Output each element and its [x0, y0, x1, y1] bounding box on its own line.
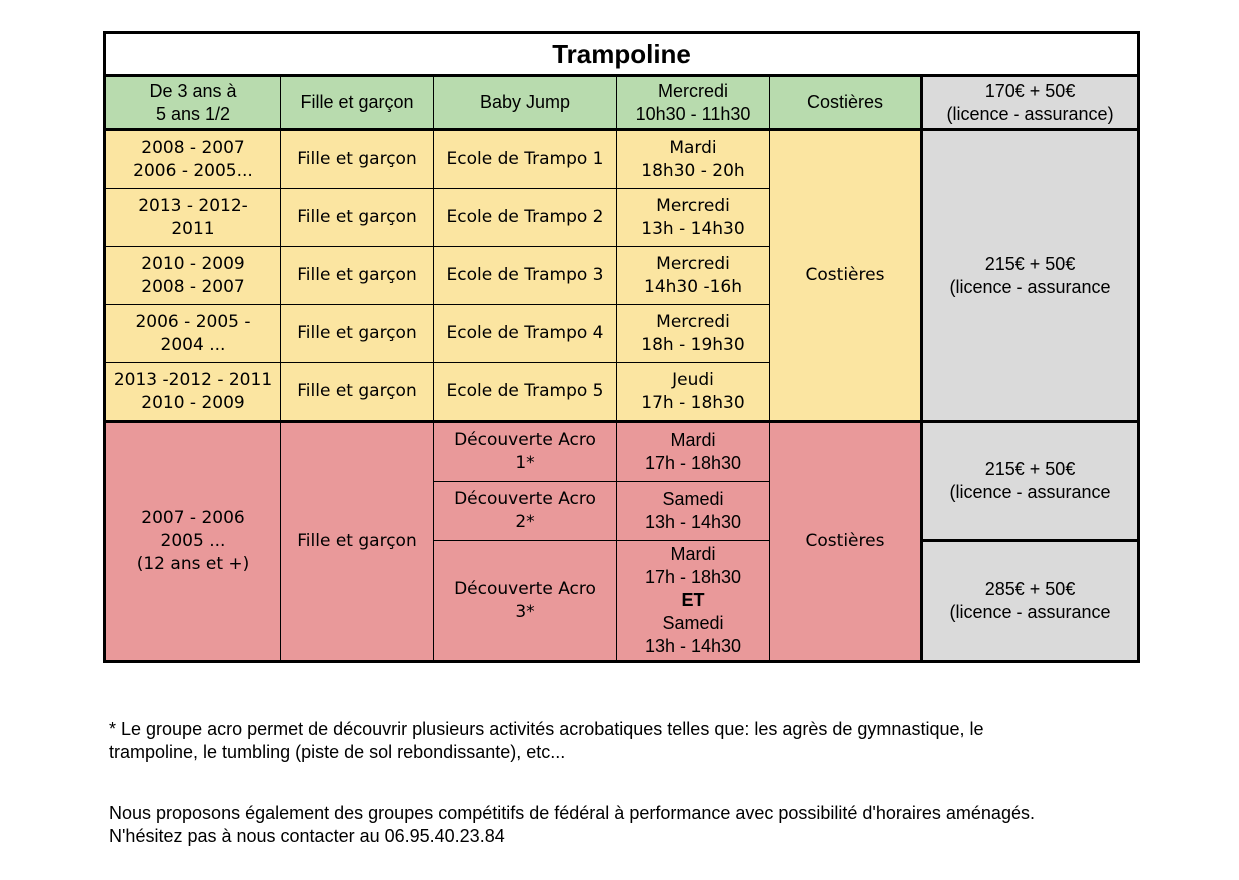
schedule-cell: [617, 541, 770, 662]
day: Samedi: [662, 613, 724, 633]
price-note: (licence - assurance: [949, 482, 1111, 502]
schedule-cell: [617, 189, 770, 247]
group-cell: Baby Jump: [434, 76, 617, 130]
group-cell: Ecole de Trampo 1: [434, 130, 617, 189]
age-line: 2006 - 2005...: [133, 160, 253, 181]
price: 215€ + 50€: [984, 459, 1076, 479]
price-cell: [922, 422, 1139, 541]
price-note: (licence - assurance: [949, 276, 1111, 297]
note-line: N'hésitez pas à nous contacter au 06.95.40.23.84: [109, 826, 505, 846]
table-row: [105, 422, 1139, 482]
day: Mercredi: [656, 253, 730, 274]
group-cell: Ecole de Trampo 2: [434, 189, 617, 247]
schedule-table: [103, 31, 1140, 663]
group-line: 3*: [515, 601, 535, 622]
group-line: 1*: [515, 453, 535, 473]
place-cell: Costières: [770, 76, 922, 130]
footnote-line: trampoline, le tumbling (piste de sol rebondissante), etc...: [109, 742, 566, 762]
table-title: Trampoline: [105, 33, 1139, 76]
place-cell: Costières: [770, 130, 922, 422]
day: Mercredi: [657, 80, 728, 101]
group-cell: Ecole de Trampo 5: [434, 363, 617, 422]
time: 14h30 -16h: [644, 276, 742, 297]
price: 170€ + 50€: [984, 80, 1076, 101]
time: 10h30 - 11h30: [635, 103, 751, 124]
time: 17h - 18h30: [644, 567, 742, 587]
age-line: 2011: [171, 218, 215, 239]
time: 13h - 14h30: [641, 218, 745, 239]
price-cell: [922, 130, 1139, 422]
gender-cell: Fille et garçon: [281, 363, 434, 422]
schedule-cell: [617, 247, 770, 305]
schedule-cell: [617, 422, 770, 482]
age-line: 5 ans 1/2: [155, 103, 231, 124]
group-line: Découverte Acro: [454, 578, 596, 599]
schedule-cell: [617, 305, 770, 363]
age-line: 2013 - 2012-: [138, 195, 248, 216]
place-cell: Costières: [770, 422, 922, 662]
age-line: 2007 - 2006: [141, 508, 245, 528]
group-cell: [434, 422, 617, 482]
note-line: Nous proposons également des groupes compétitifs de fédéral à performance avec possibilité d'horaires aménagés.: [109, 803, 1035, 823]
schedule-cell: [617, 130, 770, 189]
age-line: 2006 - 2005 -: [135, 311, 251, 332]
group-line: Découverte Acro: [454, 430, 596, 450]
group-cell: [434, 482, 617, 541]
age-cell: [105, 76, 281, 130]
age-line: 2013 -2012 - 2011: [113, 369, 273, 390]
price-note: (licence - assurance: [949, 602, 1111, 622]
price: 215€ + 50€: [984, 253, 1076, 274]
age-cell: [105, 247, 281, 305]
time: 18h30 - 20h: [641, 160, 745, 181]
time: 18h - 19h30: [641, 334, 745, 355]
day: Samedi: [662, 489, 724, 509]
gender-cell: Fille et garçon: [281, 189, 434, 247]
price-cell: [922, 541, 1139, 662]
day: Jeudi: [672, 369, 714, 390]
age-line: 2004 ...: [160, 334, 226, 355]
contact-note: [109, 802, 1209, 848]
price-note: (licence - assurance): [946, 103, 1114, 124]
group-cell: Ecole de Trampo 4: [434, 305, 617, 363]
group-line: Découverte Acro: [454, 489, 596, 509]
age-line: 2005 ...: [160, 531, 226, 551]
age-line: De 3 ans à: [149, 80, 237, 101]
gender-cell: Fille et garçon: [281, 422, 434, 662]
gender-cell: Fille et garçon: [281, 76, 434, 130]
age-line: 2010 - 2009: [141, 253, 245, 274]
schedule-cell: [617, 76, 770, 130]
gender-cell: Fille et garçon: [281, 130, 434, 189]
footnote-line: * Le groupe acro permet de découvrir plusieurs activités acrobatiques telles que: les agrès de gymnastique, le: [109, 719, 984, 739]
group-line: 2*: [515, 512, 535, 532]
price-cell: [922, 76, 1139, 130]
group-cell: [434, 541, 617, 662]
day: Mardi: [670, 544, 716, 564]
time: 13h - 14h30: [644, 512, 742, 532]
and-label: ET: [681, 590, 705, 610]
day: Mardi: [670, 430, 716, 450]
age-cell: [105, 305, 281, 363]
schedule-cell: [617, 482, 770, 541]
time: 13h - 14h30: [644, 636, 742, 656]
gender-cell: Fille et garçon: [281, 305, 434, 363]
day: Mercredi: [656, 195, 730, 216]
acro-footnote: [109, 718, 1209, 764]
day: Mercredi: [656, 311, 730, 332]
group-cell: Ecole de Trampo 3: [434, 247, 617, 305]
age-cell: [105, 189, 281, 247]
gender-cell: Fille et garçon: [281, 247, 434, 305]
price: 285€ + 50€: [984, 579, 1076, 599]
age-cell: [105, 130, 281, 189]
age-line: 2008 - 2007: [141, 276, 245, 297]
day: Mardi: [669, 137, 717, 158]
age-line: (12 ans et +): [136, 554, 250, 574]
age-cell: [105, 422, 281, 662]
age-cell: [105, 363, 281, 422]
age-line: 2008 - 2007: [141, 137, 245, 158]
age-line: 2010 - 2009: [141, 392, 245, 413]
table-row: [105, 130, 1139, 189]
schedule-cell: [617, 363, 770, 422]
time: 17h - 18h30: [644, 453, 742, 473]
table-row: [105, 76, 1139, 130]
time: 17h - 18h30: [641, 392, 745, 413]
